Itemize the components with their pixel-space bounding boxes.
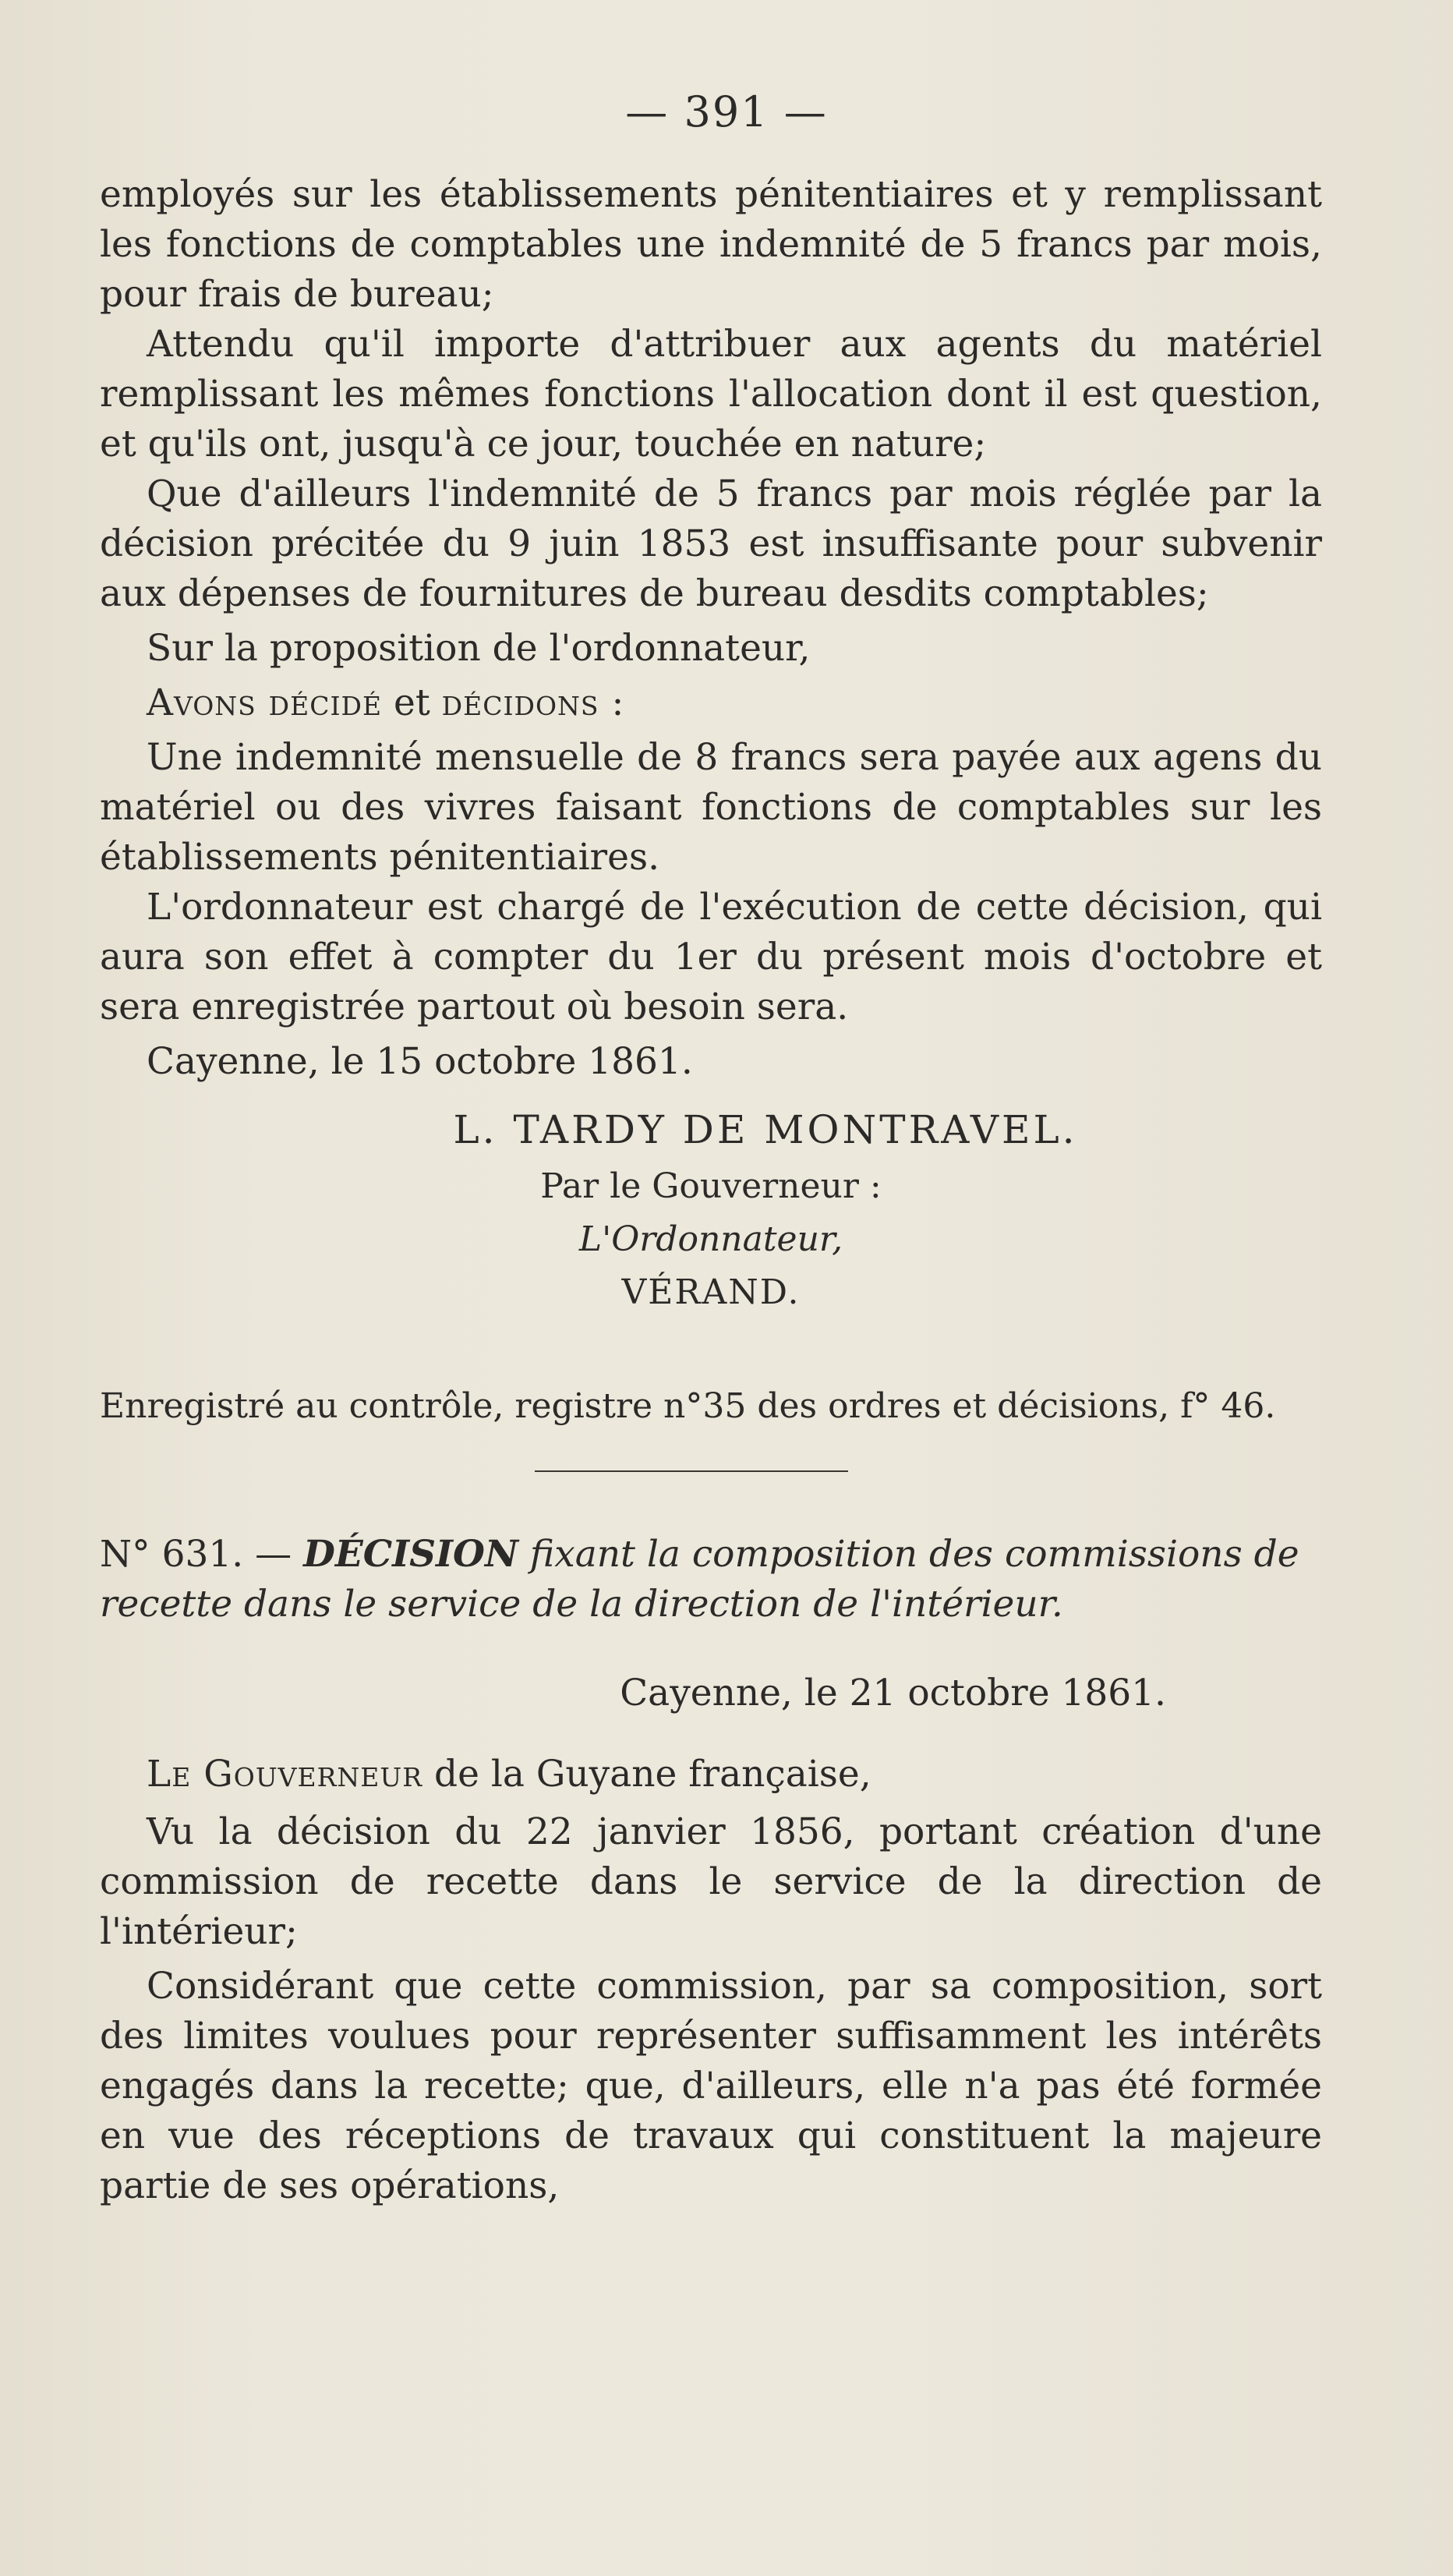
governor-place: de la Guyane française, xyxy=(434,1753,871,1796)
paragraph-cayenne-date: Cayenne, le 15 octobre 1861. xyxy=(147,1040,693,1083)
governor-line xyxy=(100,1750,1322,1799)
decision-heading xyxy=(100,678,1322,728)
paragraph-attendu: Attendu qu'il importe d'attribuer aux agents du matériel remplissant les mêmes fonctions l'allocation dont il est question, et qu'ils ont, jusqu'à ce jour, touchée en nature; xyxy=(100,323,1322,465)
decision-heading-avons: Avons décidé xyxy=(147,681,383,724)
paragraph-ordonnateur: L'ordonnateur est chargé de l'exécution de cette décision, qui aura son effet à compter du 1er du présent mois d'octobre et sera enregistrée partout où besoin sera. xyxy=(100,886,1322,1028)
page-number: — 391 — xyxy=(625,87,828,136)
decision-title xyxy=(100,1530,1322,1629)
paragraph-employes: employés sur les établissements pénitentiaires et y remplissant les fonctions de comptables une indemnité de 5 francs par mois, pour frais de bureau; xyxy=(100,173,1322,316)
registration-line: Enregistré au contrôle, registre n°35 des ordres et décisions, f° 46. xyxy=(100,1386,1276,1426)
decision-number: N° 631. — xyxy=(100,1533,292,1576)
decision-heading-et: et xyxy=(394,681,430,724)
signature-by: Par le Gouverneur : xyxy=(540,1166,882,1206)
governor-title: Le Gouverneur xyxy=(147,1753,423,1796)
first-decision-body xyxy=(100,170,1322,1087)
paragraph-proposition: Sur la proposition de l'ordonnateur, xyxy=(147,627,811,670)
decision-title-word: DÉCISION xyxy=(303,1533,518,1576)
second-decision xyxy=(100,1530,1322,2211)
decision-title-rest: fixant la composition des commissions de recette dans le service de la direction de l'intérieur. xyxy=(100,1533,1299,1626)
signature-name: L. TARDY DE MONTRAVEL. xyxy=(453,1107,1078,1152)
signature-role: L'Ordonnateur, xyxy=(578,1219,843,1259)
paragraph-considerant: Considérant que cette commission, par sa composition, sort des limites voulues pour représenter suffisamment les intérêts engagés dans la recette; que, d'ailleurs, elle n'a pas été formée en vue des réceptions de travaux qui constituent la majeure partie de ses opérations, xyxy=(100,1965,1322,2207)
section-divider xyxy=(535,1470,848,1472)
paragraph-indemnite: Une indemnité mensuelle de 8 francs sera payée aux agens du matériel ou des vivres faisant fonctions de comptables sur les établissements pénitentiaires. xyxy=(100,736,1322,879)
paragraph-que-dailleurs: Que d'ailleurs l'indemnité de 5 francs par mois réglée par la décision précitée du 9 juin 1853 est insuffisante pour subvenir aux dépenses de fournitures de bureau desdits comptables; xyxy=(100,472,1322,615)
decision-heading-decidons: décidons : xyxy=(441,681,625,724)
second-decision-date: Cayenne, le 21 octobre 1861. xyxy=(620,1672,1166,1714)
paragraph-vu: Vu la décision du 22 janvier 1856, portant création d'une commission de recette dans le service de la direction de l'intérieur; xyxy=(100,1810,1322,1953)
signature-signer: VÉRAND. xyxy=(621,1272,801,1312)
signature-block xyxy=(100,1107,1322,1318)
